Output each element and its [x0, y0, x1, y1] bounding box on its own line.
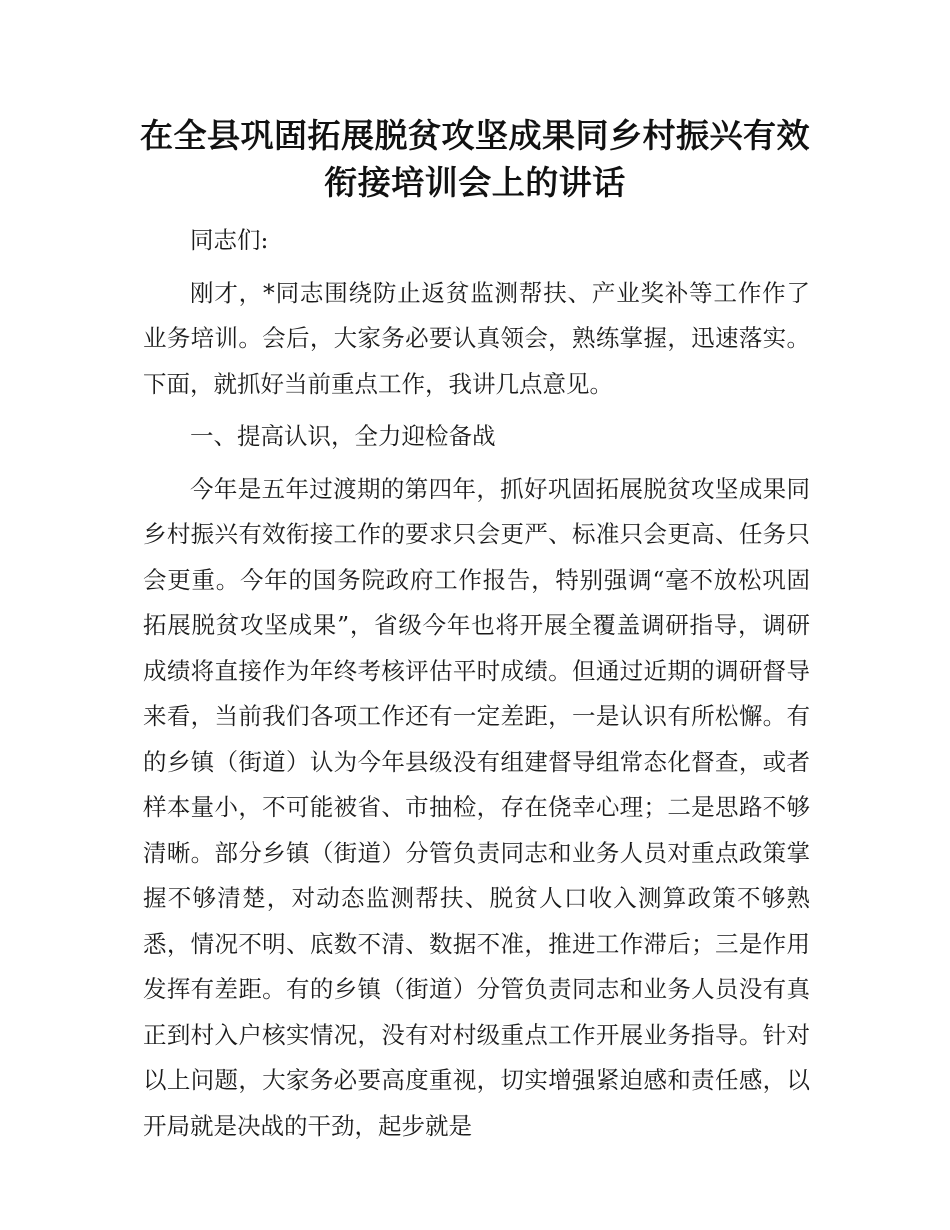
- document-title: [140, 112, 810, 206]
- document-body: [143, 218, 810, 1149]
- title-line-2: 衔接培训会上的讲话: [324, 163, 626, 202]
- salutation: 同志们:: [190, 226, 269, 254]
- title-line-1: 在全县巩固拓展脱贫攻坚成果同乡村振兴有效: [140, 116, 810, 155]
- paragraph-section-1: 今年是五年过渡期的第四年，抓好巩固拓展脱贫攻坚成果同乡村振兴有效衔接工作的要求只会更严、标准只会更高、任务只会更重。今年的国务院政府工作报告，特别强调“毫不放松巩固拓展脱贫攻坚成果”，省级今年也将开展全覆盖调研指导，调研成绩将直接作为年终考核评估平时成绩。但通过近期的调研督导来看，当前我们各项工作还有一定差距，一是认识有所松懈。有的乡镇（街道）认为今年县级没有组建督导组常态化督查，或者样本量小，不可能被省、市抽检，存在侥幸心理；二是思路不够清晰。部分乡镇（街道）分管负责同志和业务人员对重点政策掌握不够清楚，对动态监测帮扶、脱贫人口收入测算政策不够熟悉，情况不明、底数不清、数据不准，推进工作滞后；三是作用发挥有差距。有的乡镇（街道）分管负责同志和业务人员没有真正到村入户核实情况，没有对村级重点工作开展业务指导。针对以上问题，大家务必要高度重视，切实增强紧迫感和责任感，以开局就是决战的干劲，起步就是: [143, 474, 810, 1140]
- section-heading-1: 一、提高认识，全力迎检备战: [190, 422, 496, 450]
- paragraph-opening: 刚才，*同志围绕防止返贫监测帮扶、产业奖补等工作作了业务培训。会后，大家务必要认真领会，熟练掌握，迅速落实。下面，就抓好当前重点工作，我讲几点意见。: [143, 278, 810, 398]
